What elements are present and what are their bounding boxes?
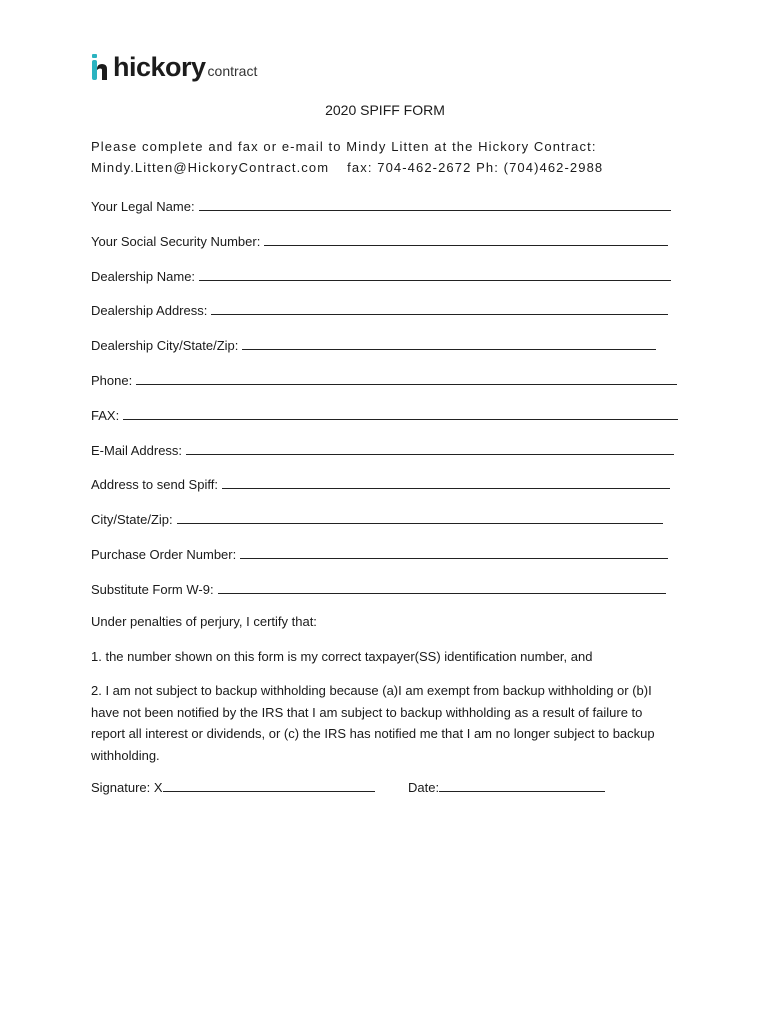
field-ssn[interactable]	[91, 229, 668, 249]
field-label: Purchase Order Number:	[91, 547, 237, 562]
dealership-city-blank[interactable]	[242, 349, 656, 350]
signature-blank[interactable]	[163, 791, 375, 792]
contact-phone: Ph: (704)462-2988	[476, 160, 604, 175]
form-title: 2020 SPIFF FORM	[325, 102, 445, 118]
company-logo	[90, 50, 257, 80]
contact-line	[91, 160, 603, 175]
field-label: Address to send Spiff:	[91, 477, 218, 492]
field-label: City/State/Zip:	[91, 512, 173, 527]
field-w9[interactable]	[91, 577, 666, 597]
field-label: Substitute Form W-9:	[91, 582, 214, 597]
contact-email: Mindy.Litten@HickoryContract.com	[91, 160, 330, 175]
field-label: Your Legal Name:	[91, 199, 195, 214]
fax-blank[interactable]	[123, 419, 678, 420]
field-send-address[interactable]	[91, 472, 670, 492]
field-email[interactable]	[91, 438, 674, 458]
field-fax[interactable]	[91, 403, 678, 423]
field-dealership-name[interactable]	[91, 264, 671, 284]
field-label: Dealership Name:	[91, 269, 196, 284]
send-address-blank[interactable]	[222, 488, 670, 489]
logo-suffix: contract	[207, 63, 258, 79]
phone-blank[interactable]	[136, 384, 677, 385]
field-label: FAX:	[91, 408, 120, 423]
po-number-blank[interactable]	[240, 558, 668, 559]
email-blank[interactable]	[186, 454, 674, 455]
legal-name-blank[interactable]	[199, 210, 671, 211]
signature-field[interactable]	[91, 780, 375, 795]
w9-blank[interactable]	[218, 593, 666, 594]
signature-label: Signature: X	[91, 780, 163, 795]
field-city-state-zip[interactable]	[91, 507, 663, 527]
field-label: E-Mail Address:	[91, 443, 183, 458]
field-po-number[interactable]	[91, 542, 668, 562]
dealership-address-blank[interactable]	[211, 314, 668, 315]
field-label: Phone:	[91, 373, 133, 388]
certification-intro: Under penalties of perjury, I certify that:	[91, 614, 317, 629]
dealership-name-blank[interactable]	[199, 280, 671, 281]
certification-item-1: 1. the number shown on this form is my correct taxpayer(SS) identification number, and	[91, 649, 593, 664]
intro-line: Please complete and fax or e-mail to Mindy Litten at the Hickory Contract:	[91, 139, 597, 154]
date-field[interactable]	[408, 780, 605, 795]
logo-brand: hickory	[113, 52, 206, 82]
date-blank[interactable]	[439, 791, 605, 792]
field-dealership-address[interactable]	[91, 298, 668, 318]
field-phone[interactable]	[91, 368, 677, 388]
ssn-blank[interactable]	[264, 245, 668, 246]
field-legal-name[interactable]	[91, 194, 671, 214]
field-label: Your Social Security Number:	[91, 234, 261, 249]
hickory-logo-mark-icon	[90, 54, 112, 80]
city-state-zip-blank[interactable]	[177, 523, 663, 524]
date-label: Date:	[408, 780, 440, 795]
contact-fax: fax: 704-462-2672	[347, 160, 472, 175]
field-label: Dealership Address:	[91, 303, 208, 318]
field-dealership-city[interactable]	[91, 333, 656, 353]
field-label: Dealership City/State/Zip:	[91, 338, 239, 353]
certification-item-2: 2. I am not subject to backup withholding because (a)I am exempt from backup withholding or (b)I have not been notified by the IRS that I am subject to backup withholding as a result of failure to report all interest or dividends, or (c) the IRS has notified me that I am no longer subject to backup withholding.	[91, 683, 655, 763]
